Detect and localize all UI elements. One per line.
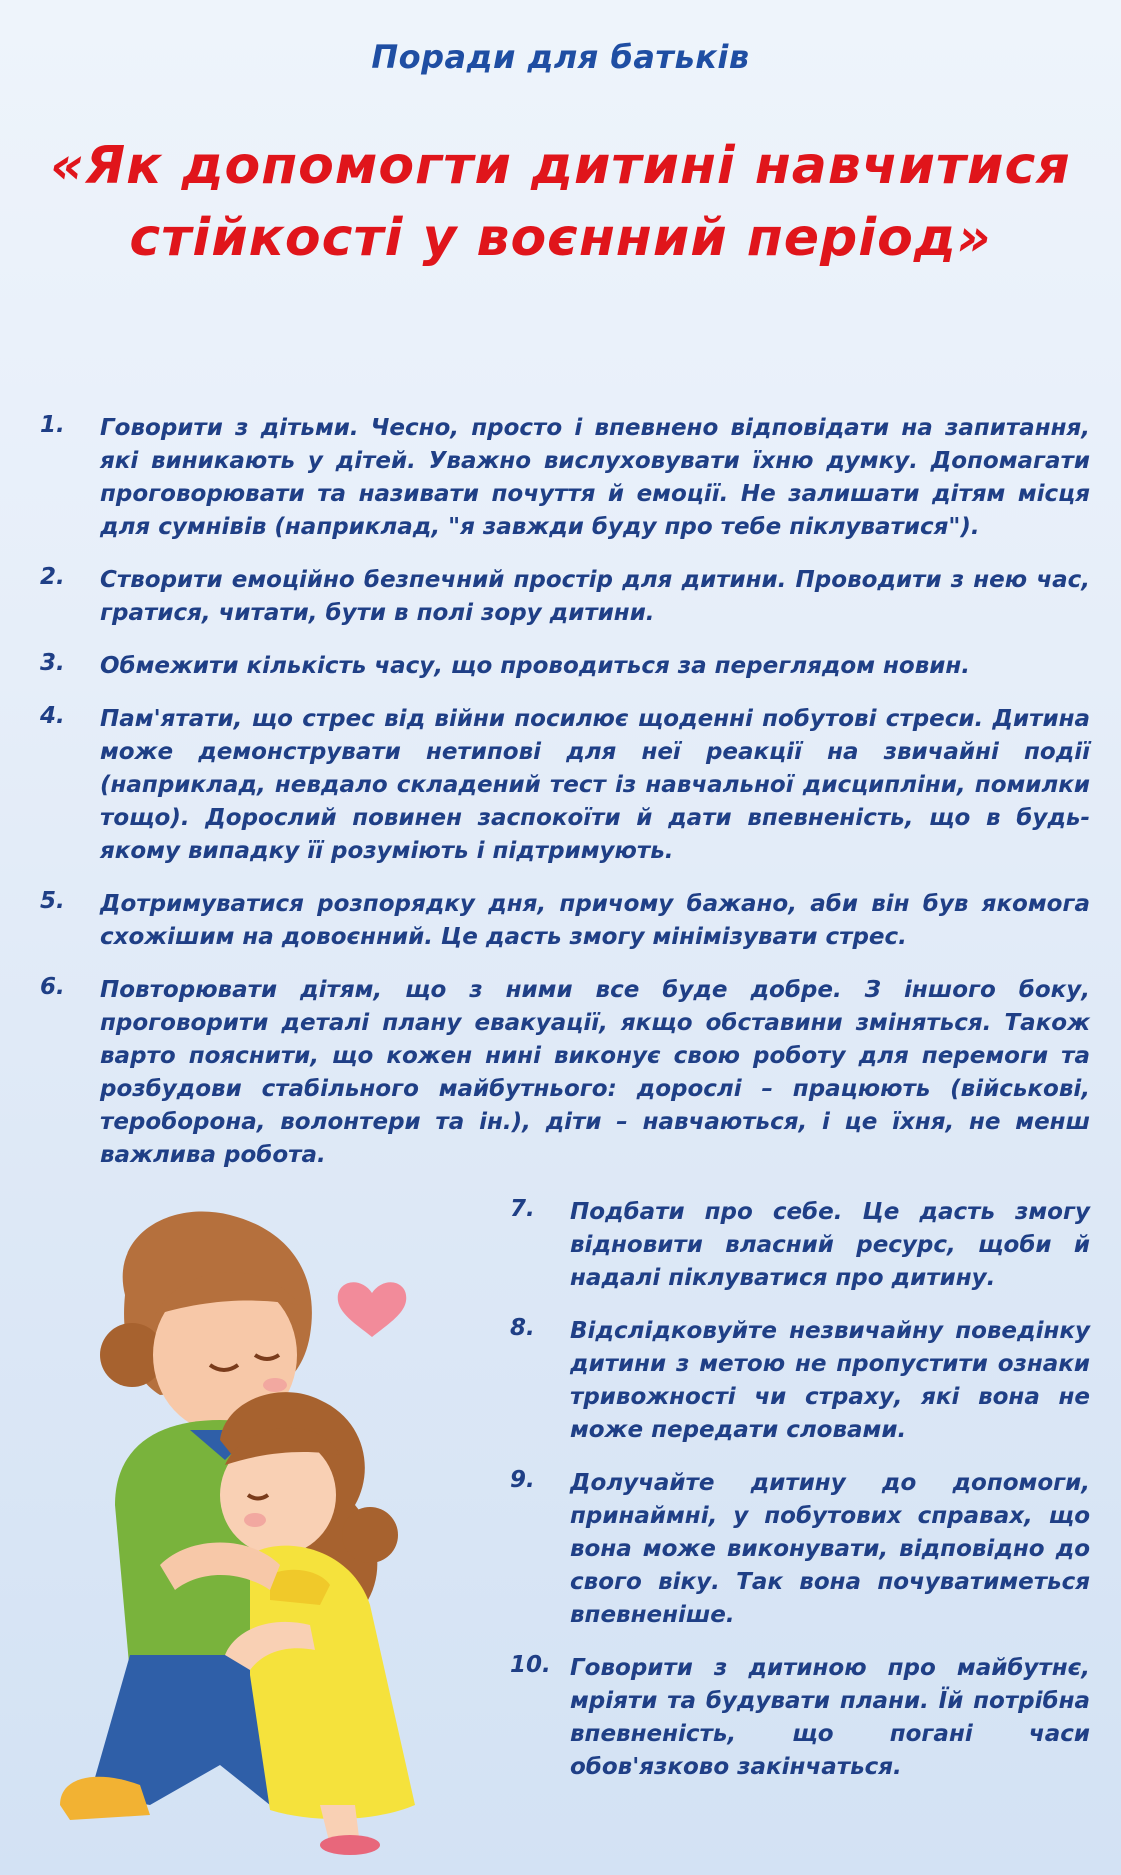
tip-number: 5. xyxy=(40,888,65,914)
tip-text: Повторювати дітям, що з ними все буде добре. З іншого боку, проговорити деталі плану евакуації, якщо обставини зміняться. Також варто пояснити, що кожен нині виконує свою роботу для перемоги та розбудови стабільного майбутнього: дорослі – працюють (військові, тероборона, волонтери та ін.), діти – навчаються, і це їхня, не менш важлива робота. xyxy=(100,977,1090,1168)
tip-number: 9. xyxy=(510,1467,535,1493)
tip-number: 3. xyxy=(40,650,65,676)
tip-number: 6. xyxy=(40,974,65,1000)
tip-item xyxy=(40,703,1090,868)
tip-item xyxy=(40,412,1090,544)
tip-item xyxy=(510,1196,1090,1295)
tip-item xyxy=(510,1652,1090,1784)
tip-text: Подбати про себе. Це дасть змогу відновити власний ресурс, щоби й надалі піклуватися про дитину. xyxy=(570,1199,1090,1291)
poster-subtitle: Поради для батьків xyxy=(371,38,750,76)
heart-icon xyxy=(338,1282,406,1337)
tips-list xyxy=(40,412,1090,1192)
tip-text: Говорити з дітьми. Чесно, просто і впевнено відповідати на запитання, які виникають у дітей. Уважно вислуховувати їхню думку. Допомагати проговорювати та називати почуття й емоції. Не залишати дітям місця для сумнівів (наприклад, "я завжди буду про тебе піклуватися"). xyxy=(100,415,1090,540)
poster-title: «Як допомогти дитині навчитися стійкості у воєнний період» xyxy=(50,136,1071,268)
tip-text: Говорити з дитиною про майбутнє, мріяти та будувати плани. Їй потрібна впевненість, що погані часи обов'язково закінчаться. xyxy=(570,1655,1090,1780)
mother-hugging-child-illustration xyxy=(20,1205,520,1855)
tip-text: Дотримуватися розпорядку дня, причому бажано, аби він був якомога схожішим на довоєнний. Це дасть змогу мінімізувати стрес. xyxy=(100,891,1090,950)
tip-text: Пам'ятати, що стрес від війни посилює щоденні побутові стреси. Дитина може демонструвати нетипові для неї реакції на звичайні події (наприклад, невдало складений тест із навчальної дисципліни, помилки тощо). Дорослий повинен заспокоїти й дати впевненість, що в будь-якому випадку її розуміють і підтримують. xyxy=(100,706,1090,864)
tip-number: 4. xyxy=(40,703,65,729)
tip-item xyxy=(510,1315,1090,1447)
tip-item xyxy=(40,888,1090,954)
tip-number: 1. xyxy=(40,412,65,438)
tip-number: 7. xyxy=(510,1196,535,1222)
tip-text: Відслідковуйте незвичайну поведінку дитини з метою не пропустити ознаки тривожності чи страху, які вона не може передати словами. xyxy=(570,1318,1090,1443)
tip-item xyxy=(510,1467,1090,1632)
tip-number: 10. xyxy=(510,1652,551,1678)
tip-number: 2. xyxy=(40,564,65,590)
tip-number: 8. xyxy=(510,1315,535,1341)
tip-text: Створити емоційно безпечний простір для дитини. Проводити з нею час, гратися, читати, бути в полі зору дитини. xyxy=(100,567,1090,626)
tip-text: Долучайте дитину до допомоги, принаймні, у побутових справах, що вона може виконувати, відповідно до свого віку. Так вона почуватиметься впевненіше. xyxy=(570,1470,1090,1628)
tip-item xyxy=(40,974,1090,1172)
tip-text: Обмежити кількість часу, що проводиться за переглядом новин. xyxy=(100,653,971,679)
tips-list-right xyxy=(510,1196,1090,1804)
tip-item xyxy=(40,564,1090,630)
tip-item xyxy=(40,650,1090,683)
